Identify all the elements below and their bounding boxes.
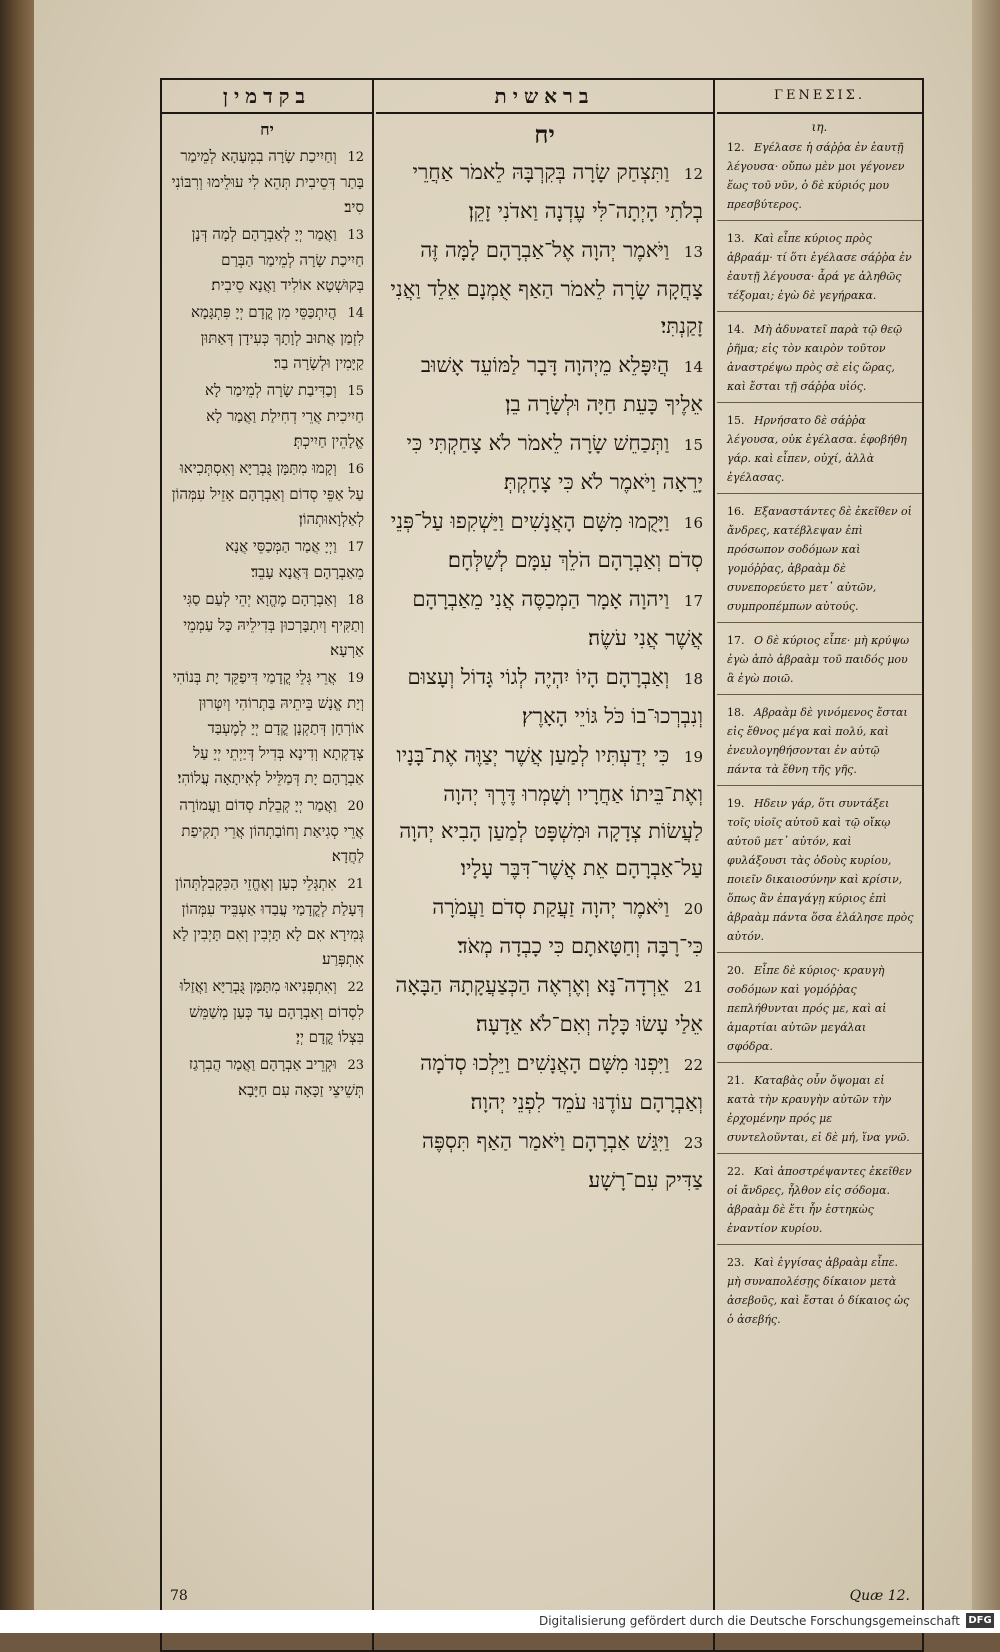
aramaic-header: בקדמין (162, 80, 372, 114)
aramaic-verse (162, 456, 372, 532)
greek-verse-number: 20. (727, 964, 745, 977)
greek-verse-number: 19. (727, 797, 745, 810)
aramaic-verse-number: 15 (347, 384, 364, 399)
greek-verse (717, 320, 922, 403)
hebrew-verse-number: 14 (683, 358, 703, 376)
greek-verse (717, 411, 922, 494)
aramaic-verse-text: וְאַבְרָהָם מֶהֱוָא יְהֵי לְעַם סַגִּי וְתַקִּיף וְיִתְבָּרְכוּן בְּדִילֵיהּ כָּל עַמְמֵי אַרְעָא׃ (183, 590, 364, 659)
hebrew-verse (376, 232, 713, 345)
greek-verse-number: 17. (727, 634, 745, 647)
aramaic-verse-number: 14 (347, 306, 364, 321)
aramaic-verse (162, 793, 372, 869)
aramaic-verse-text: הֲיִתְכַּסֵּי מִן קֳדָם יְיָ פִּתְגָּמָא לִזְמַן אֲתוּב לְוָתָךְ כְּעִידָן דְּאַתּוּן קַיָּמִין וּלְשָׂרָה בַר׃ (191, 303, 364, 372)
page-number: 78 (170, 1588, 188, 1604)
dfg-logo: DFG (966, 1613, 994, 1628)
hebrew-verse-text: וַיֹּאמֶר יְהוָה זַעֲקַת סְדֹם וַעֲמֹרָה כִּי־רָבָּה וְחַטָּאתָם כִּי כָבְדָה מְאֹד׃ (432, 895, 703, 958)
hebrew-verse-text: וְאַבְרָהָם הָיוֹ יִהְיֶה לְגוֹי גָּדוֹל וְעָצוּם וְנִבְרְכוּ־בוֹ כֹּל גּוֹיֵי הָאָרֶץ׃ (407, 665, 703, 728)
aramaic-verse-text: וְחַיִיכַת שָׂרָה בִמְעָהָא לְמֵימַר בָּתַר דְּסֵיבִית תְּהֵא לִי עוּלֵימוּ וְרִבּוֹנִי סִיב׃ (171, 147, 364, 216)
greek-verse-number: 21. (727, 1074, 745, 1087)
hebrew-chapter: יח (534, 120, 555, 149)
greek-verse-number: 16. (727, 505, 745, 518)
hebrew-verse-number: 16 (683, 514, 703, 532)
page-edge (972, 0, 1000, 1610)
hebrew-verse-number: 23 (683, 1134, 703, 1152)
greek-verse-text: Εἶπε δὲ κύριος· κραυγὴ σοδόμων καὶ γομόῤῥας πεπλήθυνται πρός με, καὶ αἱ ἁμαρτίαι αὐτῶν μεγάλαι σφόδρα. (727, 964, 887, 1053)
aramaic-verse-number: 20 (347, 799, 364, 814)
hebrew-header: בראשית (376, 80, 713, 114)
aramaic-verse (162, 222, 372, 298)
book-binding (0, 0, 34, 1633)
hebrew-verse-number: 15 (683, 436, 703, 454)
footer-credit: Digitalisierung gefördert durch die Deutsche Forschungsgemeinschaft (538, 1614, 960, 1628)
hebrew-verse-text: וַיֹּאמֶר יְהוָה אֶל־אַבְרָהָם לָמָּה זֶּה צָחֲקָה שָׂרָה לֵאמֹר הַאַף אֻמְנָם אֵלֵד וַאֲנִי זָקַנְתִּי׃ (390, 238, 703, 338)
hebrew-verse (376, 425, 713, 501)
greek-verse (717, 229, 922, 312)
greek-verse-text: Εξαναστάντες δὲ ἐκεῖθεν οἱ ἄνδρες, κατέβλεψαν ἐπὶ πρόσωπον σοδόμων καὶ γομόῤῥας, ἀβραὰμ δὲ συνεπορεύετο μετ᾽ αὐτῶν, συμπροπέμπων αὐτούς. (727, 505, 912, 613)
hebrew-verse (376, 967, 713, 1043)
hebrew-column (376, 80, 715, 1650)
aramaic-verse-number: 22 (347, 980, 364, 995)
aramaic-verse-number: 21 (347, 877, 364, 892)
aramaic-verse (162, 378, 372, 454)
greek-verse-number: 13. (727, 232, 745, 245)
greek-verses (717, 138, 922, 1335)
hebrew-verse (376, 1045, 713, 1121)
hebrew-verse-text: וַתִּצְחַק שָׂרָה בְּקִרְבָּהּ לֵאמֹר אַחֲרֵי בְלֹתִי הָיְתָה־לִּי עֶדְנָה וַאדֹנִי זָקֵן׃ (412, 160, 703, 223)
hebrew-verse-number: 19 (683, 748, 703, 766)
hebrew-verse (376, 737, 713, 887)
aramaic-verse-text: וַאֲמַר יְיָ לְאַבְרָהָם לְמָה דְּנָן חַיִיכַת שָׂרָה לְמֵימַר הַבְּרַם בְּקוּשְׁטָא אוֹלִיד וַאֲנָא סֵיבִית׃ (191, 225, 364, 294)
greek-verse-number: 22. (727, 1165, 745, 1178)
greek-verse (717, 703, 922, 786)
digitization-footer (0, 1610, 1000, 1633)
text-frame (160, 78, 924, 1652)
aramaic-verse (162, 665, 372, 791)
greek-column (717, 80, 922, 1650)
greek-verse (717, 1162, 922, 1245)
greek-verse-number: 12. (727, 141, 745, 154)
hebrew-verse-number: 12 (683, 165, 703, 183)
greek-verse-text: Καταβὰς οὖν ὄψομαι εἰ κατὰ τὴν κραυγὴν αὐτῶν τὴν ἐρχομένην πρός με συντελοῦνται, εἰ δὲ μή, ἵνα γνῶ. (727, 1074, 910, 1144)
aramaic-verse-number: 12 (347, 150, 364, 165)
hebrew-verse-text: אֵרְדָה־נָּא וְאֶרְאֶה הַכְּצַעֲקָתָהּ הַבָּאָה אֵלַי עָשׂוּ כָּלָה וְאִם־לֹא אֵדָעָה׃ (395, 973, 703, 1036)
greek-verse-number: 14. (727, 323, 745, 336)
greek-verse (717, 502, 922, 623)
greek-verse-text: Μὴ ἀδυνατεῖ παρὰ τῷ θεῷ ῥῆμα; εἰς τὸν καιρὸν τοῦτον ἀναστρέψω πρὸς σὲ εἰς ὥρας, καὶ ἔσται τῇ σάῤῥα υἱός. (727, 323, 903, 393)
hebrew-verse-text: וַתְּכַחֵשׁ שָׂרָה לֵאמֹר לֹא צָחַקְתִּי כִּי יָרֵאָה וַיֹּאמֶר לֹא כִּי צָחָקְתְּ׃ (406, 431, 703, 494)
greek-verse-text: Καὶ εἶπε κύριος πρὸς ἀβραάμ· τί ὅτι ἐγέλασε σάῤῥα ἐν ἑαυτῇ λέγουσα· ἆρά γε ἀληθῶς τέξομαι; ἐγὼ δὲ γεγήρακα. (727, 232, 912, 302)
aramaic-verse (162, 534, 372, 585)
hebrew-verse (376, 503, 713, 579)
hebrew-verse-text: וַיִּפְנוּ מִשָּׁם הָאֲנָשִׁים וַיֵּלְכוּ סְדֹמָה וְאַבְרָהָם עוֹדֶנּוּ עֹמֵד לִפְנֵי יְהוָה׃ (420, 1051, 703, 1114)
hebrew-verse (376, 659, 713, 735)
aramaic-verse-number: 18 (347, 593, 364, 608)
greek-verse-number: 23. (727, 1256, 745, 1269)
greek-verse-text: Ηρνήσατο δὲ σάῤῥα λέγουσα, οὐκ ἐγέλασα. ἐφοβήθη γάρ. καὶ εἶπεν, οὐχί, ἀλλὰ ἐγέλασας. (727, 414, 907, 484)
aramaic-verse-text: אֲרֵי גְּלֵי קֳדָמַי דִּיפַקֵּד יָת בְּנוֹהִי וְיָת אֱנָשׁ בֵּיתֵיהּ בַּתְרוֹהִי וְיִטְּרוּן אוֹרְחָן דְּתַקְנָן קֳדָם יְיָ לְמֶעְבַּד צְדָקְתָא וְדִינָא בְּדִיל דְּיַיְתֵי יְיָ עַל אַבְרָהָם יָת דְּמַלֵּיל לְאִיתָאָה עֲלוֹהִי׃ (172, 668, 364, 787)
greek-verse-text: Ηδειν γάρ, ὅτι συντάξει τοῖς υἱοῖς αὐτοῦ καὶ τῷ οἴκῳ αὐτοῦ μετ᾽ αὐτόν, καὶ φυλάξουσι τὰς ὁδοὺς κυρίου, ποιεῖν δικαιοσύνην καὶ κρίσιν, ὅπως ἂν ἐπαγάγῃ κύριος ἐπὶ ἀβραὰμ πάντα ὅσα ἐλάλησε πρὸς αὐτόν. (727, 797, 914, 943)
greek-chapter: ιη. (811, 120, 828, 134)
greek-verse (717, 961, 922, 1063)
hebrew-verse-text: כִּי יְדַעְתִּיו לְמַעַן אֲשֶׁר יְצַוֶּה אֶת־בָּנָיו וְאֶת־בֵּיתוֹ אַחֲרָיו וְשָׁמְרוּ דֶּרֶךְ יְהוָה לַעֲשׂוֹת צְדָקָה וּמִשְׁפָּט לְמַעַן הָבִיא יְהוָה עַל־אַבְרָהָם אֵת אֲשֶׁר־דִּבֶּר עָלָיו׃ (396, 743, 703, 880)
aramaic-verse-number: 19 (347, 671, 364, 686)
greek-verse-text: Ο δὲ κύριος εἶπε· μὴ κρύψω ἐγὼ ἀπὸ ἀβραὰμ τοῦ παιδός μου ἃ ἐγὼ ποιῶ. (727, 634, 910, 685)
greek-verse-text: Καὶ ἀποστρέψαντες ἐκεῖθεν οἱ ἄνδρες, ἦλθον εἰς σόδομα. ἀβραὰμ δὲ ἔτι ἦν ἑστηκὼς ἐναντίον κυρίου. (727, 1165, 912, 1235)
hebrew-verse (376, 154, 713, 230)
greek-verse-number: 15. (727, 414, 745, 427)
greek-verse (717, 631, 922, 695)
hebrew-verse-number: 17 (683, 592, 703, 610)
aramaic-verse-number: 17 (347, 540, 364, 555)
hebrew-verse-text: וַיָּקֻמוּ מִשָּׁם הָאֲנָשִׁים וַיַּשְׁקִפוּ עַל־פְּנֵי סְדֹם וְאַבְרָהָם הֹלֵךְ עִמָּם לְשַׁלְּחָם׃ (390, 509, 703, 572)
aramaic-verse (162, 300, 372, 376)
greek-verse-text: Καὶ ἐγγίσας ἀβραὰμ εἶπε. μὴ συναπολέσῃς δίκαιον μετὰ ἀσεβοῦς, καὶ ἔσται ὁ δίκαιος ὡς ὁ ἀσεβής. (727, 1256, 910, 1326)
hebrew-verse (376, 581, 713, 657)
aramaic-verse-text: וְאִתְפְּנִיאוּ מִתַּמָּן גֻּבְרַיָּא וַאֲזַלוּ לִסְדוֹם וְאַבְרָהָם עַד כְּעַן מְשַׁמֵּשׁ בִּצְלוֹ קֳדָם יְיָ׃ (179, 977, 364, 1046)
hebrew-verse (376, 889, 713, 965)
aramaic-verse-number: 23 (347, 1058, 364, 1073)
aramaic-verse-number: 13 (347, 228, 364, 243)
aramaic-verse-text: וַיְיָ אֲמַר הַמְּכַסֵּי אֲנָא מֵאַבְרָהָם דַּאֲנָא עָבֵד׃ (225, 537, 364, 581)
greek-verse (717, 1071, 922, 1154)
aramaic-verse-text: וְכַדִּיבַת שָׂרָה לְמֵימַר לָא חַיִיכִית אֲרֵי דְחִילַת וַאֲמַר לָא אֱלָהֵין חַיִיכְתְּ׃ (204, 381, 364, 450)
aramaic-chapter: יח (260, 120, 274, 139)
greek-header: ΓΕΝΕΣΙΣ. (717, 80, 922, 114)
hebrew-verse-text: הֲיִפָּלֵא מֵיְהוָה דָּבָר לַמּוֹעֵד אָשׁוּב אֵלֶיךָ כָּעֵת חַיָּה וּלְשָׂרָה בֵן׃ (420, 353, 703, 416)
aramaic-verse-text: אִתְגְּלֵי כְעַן וְאֶחֱזֵי הַכִּקְבִלְתְּהוֹן דְּעָלַת לְקֳדָמַי עֲבַדוּ אַעְבֵּיד עִמְּהוֹן גְּמִירָא אִם לָא תָּיְבִין וְאִם תָּיְבִין לָא אִתְפְּרַע׃ (172, 874, 364, 968)
greek-verse-text: Αβραὰμ δὲ γινόμενος ἔσται εἰς ἔθνος μέγα καὶ πολύ, καὶ ἐνευλογηθήσονται ἐν αὐτῷ πάντα τὰ ἔθνη τῆς γῆς. (727, 706, 908, 776)
hebrew-verse-number: 13 (683, 243, 703, 261)
aramaic-verse (162, 1052, 372, 1103)
aramaic-verse (162, 871, 372, 972)
aramaic-verse (162, 144, 372, 220)
aramaic-verse-text: וּקְרֵיב אַבְרָהָם וַאֲמַר הֲבִרְגַז תְּשֵׁיצֵי זַכָּאָה עִם חַיָּבָא׃ (188, 1055, 364, 1099)
aramaic-column (162, 80, 374, 1650)
hebrew-verses (376, 154, 713, 1199)
hebrew-verse (376, 347, 713, 423)
greek-verse-text: Εγέλασε ἡ σάῤῥα ἐν ἑαυτῇ λέγουσα· οὔπω μὲν μοι γέγονεν ἕως τοῦ νῦν, ὁ δὲ κύριός μου πρεσβύτερος. (727, 141, 905, 211)
aramaic-verse-number: 16 (347, 462, 364, 477)
hebrew-verse-number: 18 (683, 670, 703, 688)
aramaic-verse (162, 974, 372, 1050)
aramaic-verse-text: וְקָמוּ מִתַּמָּן גֻּבְרַיָּא וְאִסְתְּכִיאוּ עַל אַפֵּי סְדוֹם וְאַבְרָהָם אָזֵיל עִמְּהוֹן לְאַלְוָאוּתְהוֹן׃ (171, 459, 364, 528)
greek-verse (717, 794, 922, 953)
catchword: Quæ 12. (849, 1588, 910, 1604)
hebrew-verse-text: וַיהוָה אָמָר הַמְכַסֶּה אֲנִי מֵאַבְרָהָם אֲשֶׁר אֲנִי עֹשֶׂה׃ (412, 587, 703, 650)
aramaic-verses (162, 144, 372, 1103)
greek-verse (717, 138, 922, 221)
aramaic-verse (162, 587, 372, 663)
hebrew-verse-text: וַיִּגַּשׁ אַבְרָהָם וַיֹּאמַר הַאַף תִּסְפֶּה צַדִּיק עִם־רָשָׁע׃ (421, 1129, 703, 1192)
hebrew-verse (376, 1123, 713, 1199)
aramaic-verse-text: וַאֲמַר יְיָ קְבֵלַת סְדוֹם וַעֲמוֹרָה אֲרֵי סְגִיאַת וְחוֹבַתְהוֹן אֲרֵי תְקִיפַת לַחֲדָא׃ (179, 796, 364, 865)
greek-verse-number: 18. (727, 706, 745, 719)
hebrew-verse-number: 20 (683, 900, 703, 918)
hebrew-verse-number: 22 (683, 1056, 703, 1074)
hebrew-verse-number: 21 (683, 978, 703, 996)
greek-verse (717, 1253, 922, 1335)
